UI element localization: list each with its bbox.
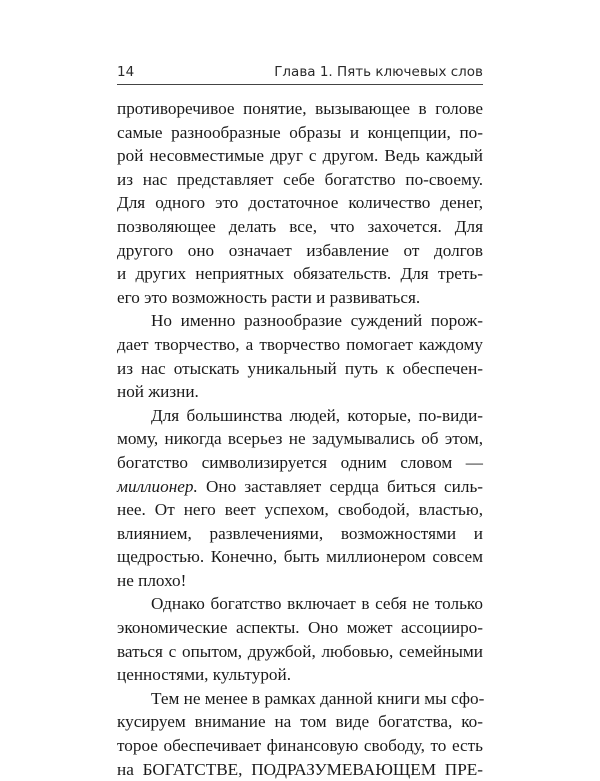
text-line: ной жизни. — [117, 382, 199, 402]
emphasis-word: миллионер. — [117, 476, 198, 496]
paragraph-start: Для большинства людей, которые, по-види- — [151, 405, 483, 425]
text-span: Оно заставляет сердца биться силь- — [205, 476, 484, 496]
chapter-title: Глава 1. Пять ключевых слов — [274, 64, 483, 80]
running-header — [117, 58, 483, 80]
text-line: не плохо! — [117, 570, 187, 590]
text-line: экономические аспекты. Оно может ассоцииро- — [117, 618, 483, 638]
text-line: торое обеспечивает финансовую свободу, то есть — [117, 736, 483, 756]
text-line: дает творчество, а творчество помогает каждому — [117, 334, 483, 354]
text-line: и других неприятных обязательств. Для треть- — [117, 264, 483, 284]
text-line: противоречивое понятие, вызывающее в голове — [117, 99, 483, 118]
page-number: 14 — [117, 64, 135, 80]
text-line: нее. От него веет успехом, свободой, властью, — [117, 500, 483, 520]
text-line: Для одного это достаточное количество денег, — [117, 193, 483, 213]
text-line: богатство символизируется одним словом — — [117, 452, 483, 472]
text-line: щедростью. Конечно, быть миллионером совсем — [117, 547, 483, 567]
text-line: мому, никогда всерьез не задумывались об этом, — [117, 429, 483, 449]
paragraph-start: Но именно разнообразие суждений порож- — [151, 311, 483, 331]
text-line: самые разнообразные образы и концепции, по- — [117, 122, 483, 142]
body-text — [117, 97, 483, 781]
text-line: его это возможность расти и развиваться. — [117, 287, 421, 307]
paragraph-start: Однако богатство включает в себя не только — [151, 594, 483, 614]
paragraph-start: Тем не менее в рамках данной книги мы сфо- — [151, 688, 485, 708]
text-line: ваться с опытом, дружбой, любовью, семейными — [117, 641, 483, 661]
text-line: другого оно означает избавление от долгов — [117, 240, 483, 260]
text-line: из нас представляет себе богатство по-своему. — [117, 169, 483, 189]
text-line: рой несовместимые друг с другом. Ведь каждый — [117, 146, 483, 166]
header-rule — [117, 84, 483, 85]
text-line-with-emphasis — [117, 475, 483, 499]
text-line: ценностями, культурой. — [117, 665, 291, 685]
text-line: из нас отыскать уникальный путь к обеспечен- — [117, 358, 483, 378]
text-line: на БОГАТСТВЕ, ПОДРАЗУМЕВАЮЩЕМ ПРЕ- — [117, 759, 483, 779]
text-line: кусируем внимание на том виде богатства, ко- — [117, 712, 483, 732]
text-line: позволяющее делать все, что захочется. Для — [117, 216, 483, 236]
text-line: влиянием, развлечениями, возможностями и — [117, 523, 483, 543]
